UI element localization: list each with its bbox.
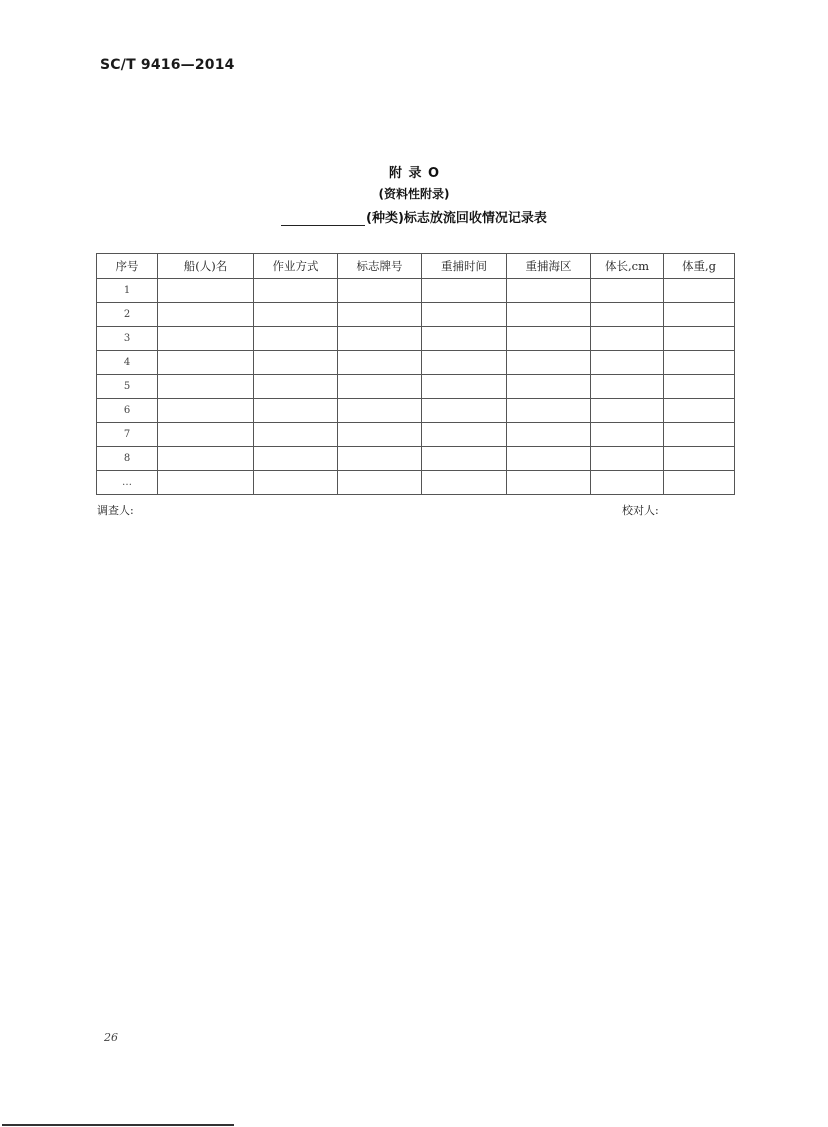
table-cell[interactable] xyxy=(254,279,338,303)
page-number: 26 xyxy=(104,1031,118,1044)
table-cell[interactable] xyxy=(158,399,254,423)
col-header-recapture-area: 重捕海区 xyxy=(507,254,591,279)
table-cell[interactable] xyxy=(158,351,254,375)
table-cell[interactable] xyxy=(664,375,735,399)
table-cell[interactable] xyxy=(254,423,338,447)
table-cell[interactable] xyxy=(591,279,664,303)
col-header-index: 序号 xyxy=(97,254,158,279)
table-cell[interactable] xyxy=(158,375,254,399)
table-cell[interactable] xyxy=(158,447,254,471)
col-header-body-length: 体长,cm xyxy=(591,254,664,279)
table-cell[interactable] xyxy=(158,423,254,447)
table-cell[interactable] xyxy=(507,423,591,447)
col-header-tag-number: 标志牌号 xyxy=(338,254,422,279)
table-cell[interactable] xyxy=(591,327,664,351)
row-index: 8 xyxy=(97,447,158,471)
table-header-row xyxy=(97,254,735,279)
table-cell[interactable] xyxy=(591,423,664,447)
table-cell[interactable] xyxy=(664,351,735,375)
table-row xyxy=(97,399,735,423)
table-cell[interactable] xyxy=(422,327,507,351)
footer-rule xyxy=(2,1124,234,1126)
table-cell[interactable] xyxy=(507,303,591,327)
table-row xyxy=(97,279,735,303)
table-cell[interactable] xyxy=(338,447,422,471)
table-cell[interactable] xyxy=(254,471,338,495)
table-cell[interactable] xyxy=(158,471,254,495)
row-index: 2 xyxy=(97,303,158,327)
table-cell[interactable] xyxy=(422,471,507,495)
table-cell[interactable] xyxy=(338,471,422,495)
table-cell[interactable] xyxy=(158,303,254,327)
table-row xyxy=(97,471,735,495)
table-cell[interactable] xyxy=(338,327,422,351)
appendix-note: (资料性附录) xyxy=(378,187,450,201)
table-cell[interactable] xyxy=(591,471,664,495)
row-index: 4 xyxy=(97,351,158,375)
table-cell[interactable] xyxy=(254,375,338,399)
table-cell[interactable] xyxy=(507,327,591,351)
table-title-text: (种类)标志放流回收情况记录表 xyxy=(366,211,547,226)
table-cell[interactable] xyxy=(664,399,735,423)
row-index: 7 xyxy=(97,423,158,447)
table-cell[interactable] xyxy=(507,351,591,375)
table-cell[interactable] xyxy=(338,303,422,327)
table-cell[interactable] xyxy=(254,447,338,471)
col-header-recapture-time: 重捕时间 xyxy=(422,254,507,279)
table-cell[interactable] xyxy=(158,327,254,351)
table-row xyxy=(97,351,735,375)
col-header-fishing-method: 作业方式 xyxy=(254,254,338,279)
table-cell[interactable] xyxy=(664,423,735,447)
table-cell[interactable] xyxy=(507,375,591,399)
table-title xyxy=(0,207,828,226)
table-cell[interactable] xyxy=(422,351,507,375)
table-cell[interactable] xyxy=(664,327,735,351)
table-cell[interactable] xyxy=(591,375,664,399)
table-cell[interactable] xyxy=(338,399,422,423)
table-cell[interactable] xyxy=(507,399,591,423)
table-cell[interactable] xyxy=(507,279,591,303)
table-cell[interactable] xyxy=(338,375,422,399)
table-cell[interactable] xyxy=(664,279,735,303)
table-cell[interactable] xyxy=(422,375,507,399)
recapture-record-table xyxy=(96,253,735,495)
table-cell[interactable] xyxy=(664,447,735,471)
appendix-title: 附 录 O xyxy=(388,166,440,181)
col-header-body-weight: 体重,g xyxy=(664,254,735,279)
table-cell[interactable] xyxy=(254,399,338,423)
table-row xyxy=(97,303,735,327)
table-cell[interactable] xyxy=(254,303,338,327)
col-header-vessel-name: 船(人)名 xyxy=(158,254,254,279)
table-cell[interactable] xyxy=(254,351,338,375)
standard-code: SC/T 9416—2014 xyxy=(100,57,235,73)
table-cell[interactable] xyxy=(664,471,735,495)
table-cell[interactable] xyxy=(254,327,338,351)
table-cell[interactable] xyxy=(422,279,507,303)
row-index: 1 xyxy=(97,279,158,303)
surveyor-label: 调查人: xyxy=(97,504,134,517)
row-index: 6 xyxy=(97,399,158,423)
row-index: … xyxy=(97,471,158,495)
table-cell[interactable] xyxy=(664,303,735,327)
table-cell[interactable] xyxy=(338,351,422,375)
table-cell[interactable] xyxy=(158,279,254,303)
row-index: 3 xyxy=(97,327,158,351)
table-row xyxy=(97,375,735,399)
table-cell[interactable] xyxy=(422,447,507,471)
table-cell[interactable] xyxy=(422,399,507,423)
table-cell[interactable] xyxy=(591,351,664,375)
table-row xyxy=(97,423,735,447)
table-cell[interactable] xyxy=(591,399,664,423)
table-row xyxy=(97,447,735,471)
row-index: 5 xyxy=(97,375,158,399)
table-cell[interactable] xyxy=(591,447,664,471)
table-cell[interactable] xyxy=(422,303,507,327)
table-cell[interactable] xyxy=(591,303,664,327)
table-cell[interactable] xyxy=(338,279,422,303)
table-cell[interactable] xyxy=(507,471,591,495)
checker-label: 校对人: xyxy=(622,504,659,517)
species-blank-line[interactable] xyxy=(281,213,365,226)
table-cell[interactable] xyxy=(507,447,591,471)
table-cell[interactable] xyxy=(422,423,507,447)
table-cell[interactable] xyxy=(338,423,422,447)
table-row xyxy=(97,327,735,351)
